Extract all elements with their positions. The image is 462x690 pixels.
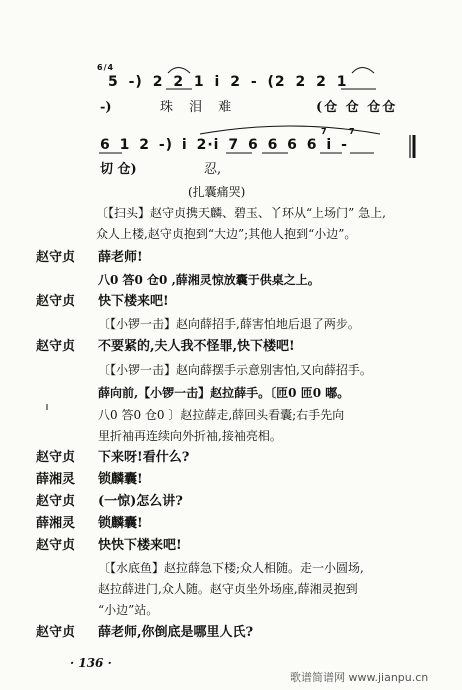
stage-direction: (扎囊痛哭) bbox=[188, 185, 246, 199]
stage-direction: 〔【小锣一击】赵向薛招手,薛害怕地后退了两步。 bbox=[98, 317, 360, 331]
score-key-mark-b: 7 bbox=[349, 127, 356, 136]
stage-direction: 八0 答0 仓0 ,薛湘灵惊放囊于供桌之上。 bbox=[98, 273, 320, 287]
dialogue-line: 锁麟囊! bbox=[98, 516, 143, 531]
stage-direction: 〔【扫头】赵守贞携天麟、碧玉、丫环从“上场门” 急上, bbox=[96, 206, 386, 220]
speaker-name: 赵守贞 bbox=[36, 494, 76, 509]
stage-direction: 薛向前,【小锣一击】赵拉薛手。〔匝0 匝0 嘟。 bbox=[98, 386, 350, 400]
score-lyric-2b: 珠 泪 难 bbox=[160, 100, 238, 115]
speaker-name: 赵守贞 bbox=[36, 450, 76, 465]
dialogue-line: 下来呀!看什么? bbox=[98, 450, 190, 465]
score-line-1: 5 -) 2 2 1 i 2 - (2 2 2 1 bbox=[108, 74, 348, 90]
score-lyric-4a: 切 仓) bbox=[100, 162, 137, 177]
score-key: 6/4 bbox=[97, 63, 115, 72]
speaker-name: 赵守贞 bbox=[36, 250, 76, 265]
stage-direction: “小边”站。 bbox=[98, 603, 159, 617]
speaker-name: 赵守贞 bbox=[36, 538, 76, 553]
score-lyric-2c: (仓 仓 仓仓 bbox=[316, 100, 398, 115]
speaker-name: 赵守贞 bbox=[36, 294, 76, 309]
dialogue-line: 薛老师,你倒底是哪里人氏? bbox=[98, 625, 254, 640]
stage-direction: 〔【水底鱼】赵拉薛急下楼;众人相随。走一小圆场, bbox=[98, 561, 364, 575]
stage-direction: 里折袖再连续向外折袖,接袖亮相。 bbox=[98, 429, 282, 443]
dialogue-line: 薛老师! bbox=[98, 250, 143, 265]
speaker-name: 赵守贞 bbox=[36, 339, 76, 354]
dialogue-line: 快下楼来吧! bbox=[98, 294, 169, 309]
watermark: 歌谱简谱网 www.jianpu.cn bbox=[290, 671, 429, 684]
score-key-mark-a: 7 bbox=[321, 127, 328, 136]
speaker-name: 赵守贞 bbox=[36, 625, 76, 640]
page-number: · 136 · bbox=[70, 656, 112, 670]
stage-direction: 赵拉薛进门,众人随。赵守贞坐外场座,薛湘灵抱到 bbox=[98, 582, 358, 596]
dialogue-line: 不要紧的,夫人我不怪罪,快下楼吧! bbox=[98, 339, 295, 354]
dialogue-line: 锁麟囊! bbox=[98, 472, 143, 487]
stage-direction: 〔【小锣一击】赵向薛摆手示意别害怕,又向薛招手。 bbox=[98, 363, 372, 377]
speaker-name: 薛湘灵 bbox=[36, 516, 76, 531]
speaker-name: 薛湘灵 bbox=[36, 472, 76, 487]
score-lyric-2a: -) bbox=[100, 100, 112, 115]
score-line-3: 6 1 2 -) i 2·i 7 6 6 6 6 i - bbox=[100, 137, 348, 153]
stage-direction: 八0 答0 仓0 〕赵拉薛走,薛回头看囊;右手先向 bbox=[98, 408, 345, 422]
dialogue-line: 快快下楼来吧! bbox=[98, 538, 182, 553]
dialogue-line: (一惊)怎么讲? bbox=[98, 494, 183, 509]
score-lyric-4b: 忍, bbox=[204, 162, 222, 177]
stage-direction: 众人上楼,赵守贞抱到“大边”;其他人抱到“小边”。 bbox=[96, 227, 357, 241]
